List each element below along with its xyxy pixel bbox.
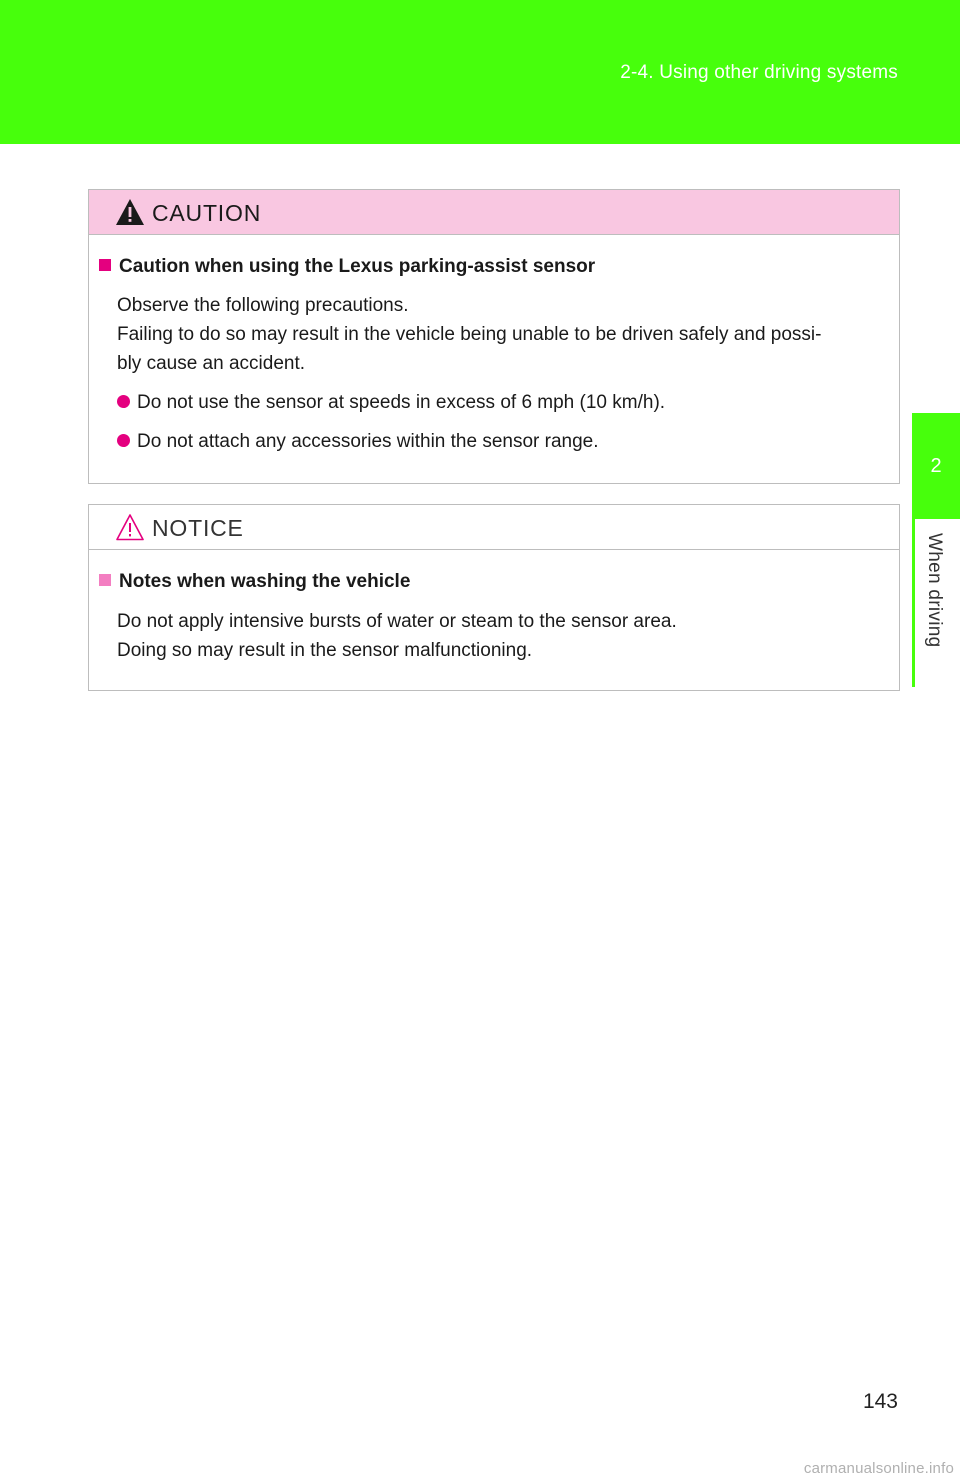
bullet-dot-icon (117, 395, 130, 408)
caution-bullet: Do not use the sensor at speeds in excess of 6 mph (10 km/h). (117, 392, 665, 414)
caution-paragraph-line: Observe the following precautions. (117, 295, 409, 316)
notice-title: Notes when washing the vehicle (99, 571, 410, 593)
bullet-dot-icon (117, 434, 130, 447)
caution-header (89, 190, 899, 235)
caution-title: Caution when using the Lexus parking-assist sensor (99, 256, 595, 278)
warning-triangle-icon (115, 198, 145, 226)
caution-paragraph (117, 291, 897, 378)
notice-paragraph-line: Do not apply intensive bursts of water or steam to the sensor area. (117, 611, 677, 632)
page-number: 143 (862, 1390, 898, 1413)
notice-paragraph (117, 607, 897, 665)
chapter-tab (912, 519, 960, 687)
caution-paragraph-line: Failing to do so may result in the vehicle being unable to be driven safely and possi- (117, 324, 822, 345)
caution-box (88, 189, 900, 484)
caution-paragraph-line: bly cause an accident. (117, 353, 306, 374)
notice-paragraph-line: Doing so may result in the sensor malfunctioning. (117, 640, 533, 661)
notice-label: NOTICE (152, 515, 244, 541)
chapter-tab-label: When driving (924, 533, 945, 648)
watermark: carmanualsonline.info (803, 1460, 954, 1477)
chapter-tab-number: 2 (912, 413, 960, 519)
notice-box (88, 504, 900, 691)
warning-triangle-outline-icon (115, 513, 145, 541)
square-bullet-icon (99, 259, 111, 271)
section-title: 2-4. Using other driving systems (620, 62, 898, 83)
caution-bullet: Do not attach any accessories within the sensor range. (117, 431, 599, 453)
square-bullet-icon (99, 574, 111, 586)
caution-label: CAUTION (152, 200, 262, 226)
notice-header (89, 505, 899, 550)
